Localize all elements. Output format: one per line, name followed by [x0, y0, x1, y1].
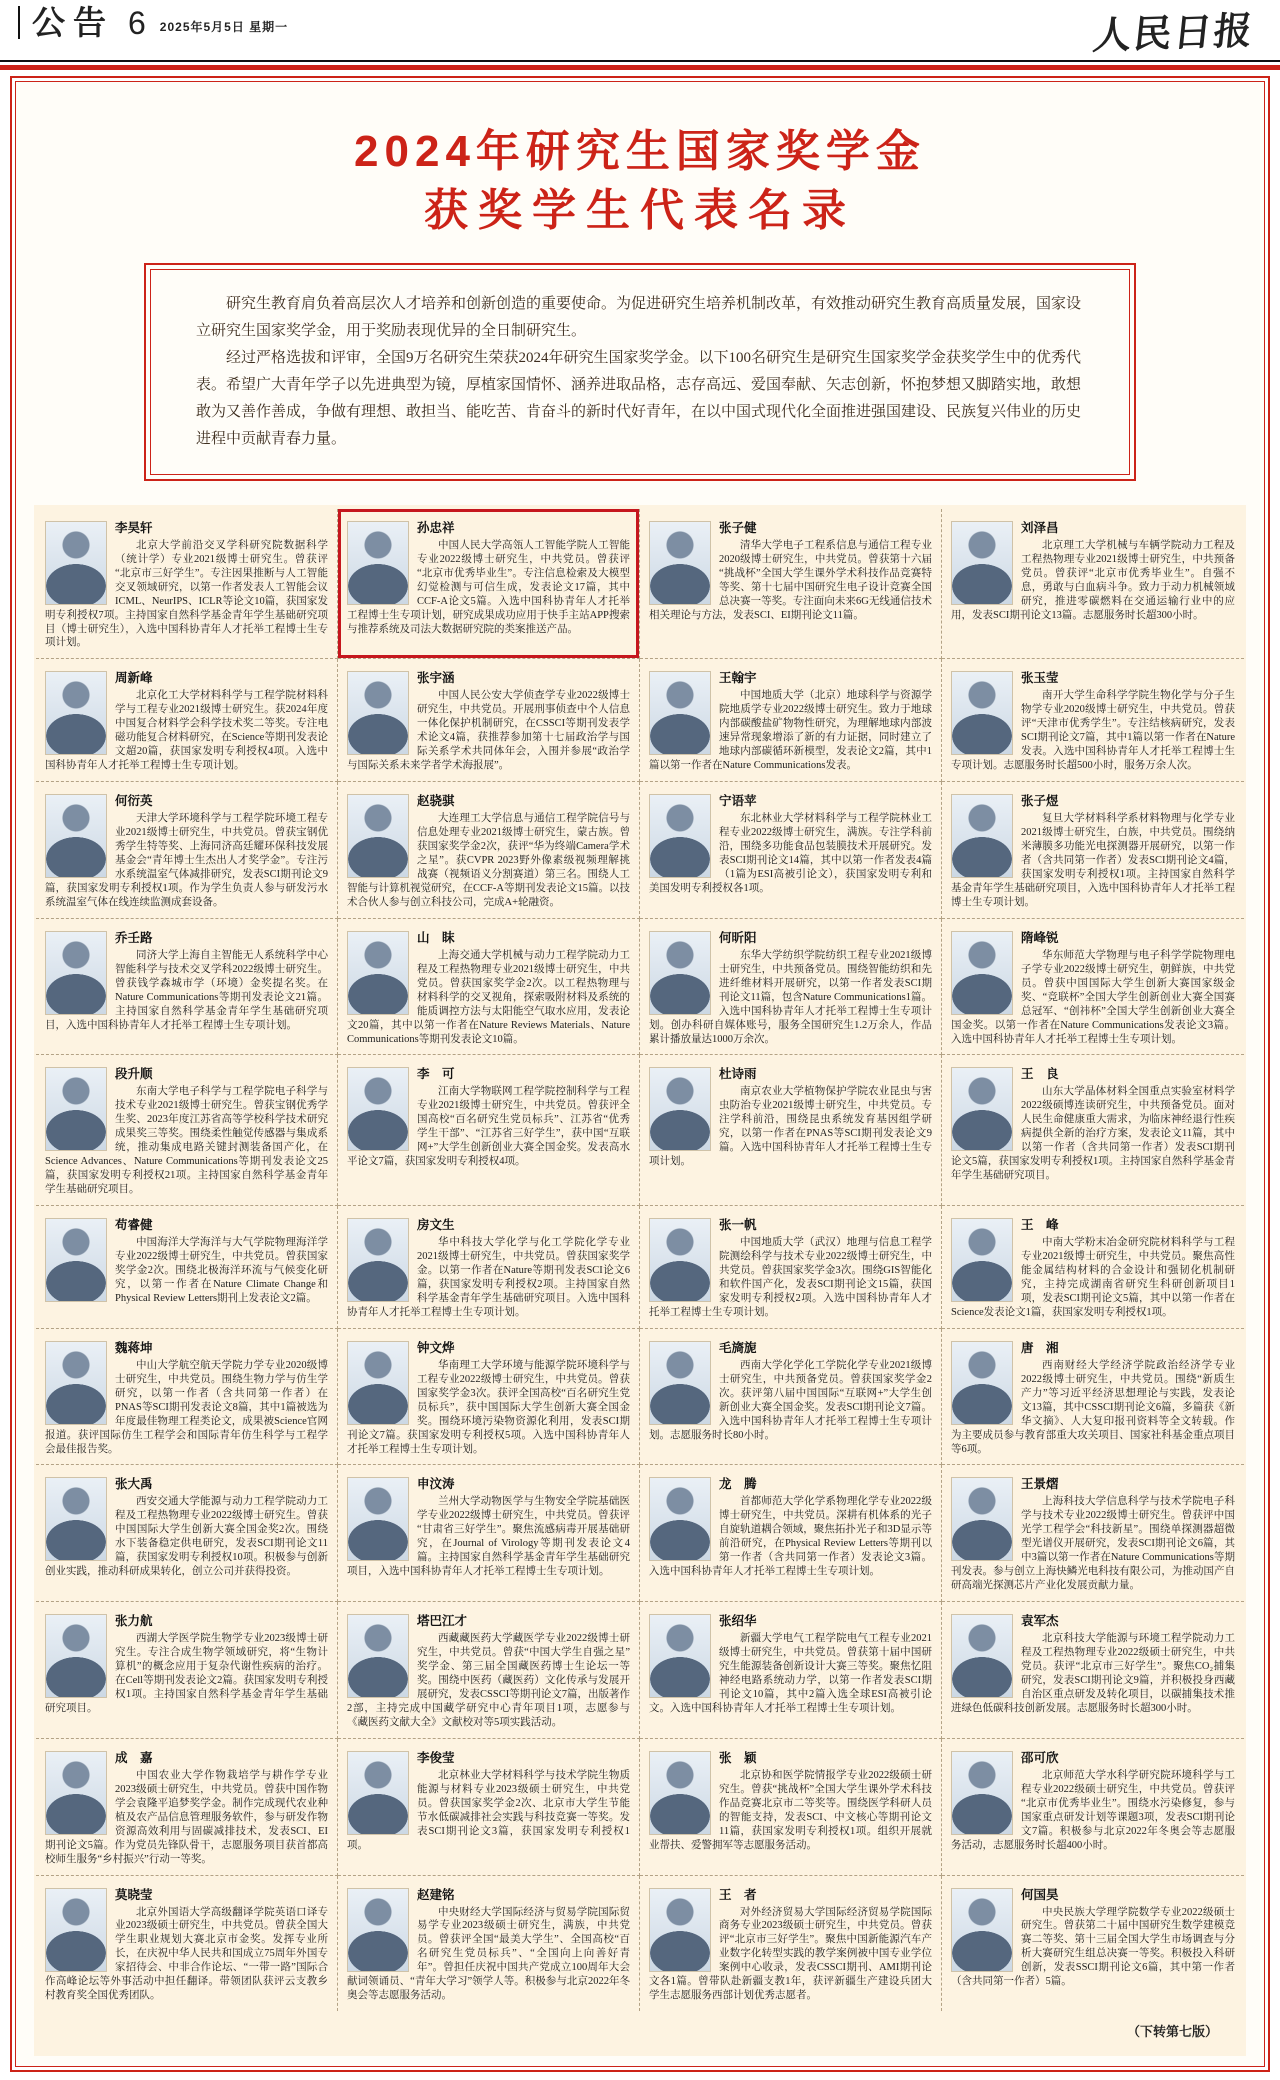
student-photo [45, 1614, 107, 1698]
masthead-date: 2025年5月5日 星期一 [159, 20, 289, 34]
student-bio: 中国农业大学作物栽培学与耕作学专业2023级硕士研究生，中共党员。曾获中国作物学会袁隆平追梦奖学金。制作完成现代农业种植及农产品信息管理服务软件，参与研发作物资源高效利用与固碳减排技术，发表SCI、EI期刊论文5篇。作为党员先锋队骨干，志愿服务项目获首都高校师生服务“乡村振兴”行动一等奖。 [45, 1769, 328, 1865]
student-bio: 天津大学环境科学与工程学院环境工程专业2021级博士研究生，中共党员。曾获宝钢优秀学生特等奖、上海同济高廷耀环保科技发展基金会“青年博士生杰出人才奖学金”。专注污水系统温室气体减排研究，发表SCI期刊论文9篇，获国家发明专利授权1项。作为学生负责人参与研发污水系统温室气体在线连续监测成套设备。 [45, 813, 328, 908]
page-title-line1: 2024年研究生国家奖学金 [354, 127, 926, 176]
student-name: 王 良 [1021, 1067, 1059, 1082]
entry-card [36, 1055, 338, 1206]
student-photo [45, 1751, 107, 1835]
entry-card [338, 659, 640, 782]
student-photo [45, 1341, 107, 1425]
student-name: 何国昊 [1021, 1887, 1059, 1902]
student-name: 何衍英 [115, 794, 153, 809]
student-photo [951, 521, 1013, 605]
student-photo [45, 794, 107, 878]
student-name: 周新峰 [115, 671, 153, 686]
student-photo [951, 1218, 1013, 1302]
entry-card [640, 1602, 942, 1739]
student-bio: 中央民族大学理学院数学专业2022级硕士研究生。曾获第二十届中国研究生数学建模竞赛二等奖、第十三届全国大学生市场调查与分析大赛研究生组总决赛一等奖。积极投入科研创新，发表SSCI期刊论文6篇，其中第一作者（含共同第一作者）5篇。 [951, 1906, 1235, 1988]
student-photo [347, 1751, 409, 1835]
entry-card [36, 1739, 338, 1876]
student-photo [649, 1067, 711, 1151]
student-name: 赵建铭 [417, 1887, 455, 1902]
student-bio: 新疆大学电气工程学院电气工程专业2021级博士研究生，中共党员。曾获第十届中国研究生能源装备创新设计大赛三等奖。聚焦忆阻神经电路系统动力学，以第一作者发表SCI期刊论文10篇，其中2篇入选全球ESI高被引论文。入选中国科协青年人才托举工程博士生专项计划。 [649, 1633, 932, 1714]
entry-card [640, 782, 942, 919]
entry-card [942, 659, 1244, 782]
student-photo [45, 1067, 107, 1151]
student-name: 魏蒋坤 [115, 1340, 153, 1355]
student-bio: 同济大学上海自主智能无人系统科学中心智能科学与技术交叉学科2022级博士研究生。曾获钱学森城市学（环境）金奖提名奖。在Nature Communications等期刊发表论文21篇。主持国家自然科学基金青年学生基础研究项目，入选中国科协青年人才托举工程博士生专项计划。 [45, 949, 328, 1031]
student-bio: 中国地质大学（武汉）地理与信息工程学院测绘科学与技术专业2022级博士研究生，中共党员。曾获国家奖学金3次。围绕GIS智能化和软件国产化，发表SCI期刊论文15篇，获国家发明专利授权2项。入选中国科协青年人才托举工程博士生专项计划。 [649, 1237, 932, 1318]
page-number: 6 [128, 5, 146, 41]
continuation-note: （下转第七版） [36, 2011, 1244, 2052]
entry-card [338, 509, 640, 660]
student-bio: 西安交通大学能源与动力工程学院动力工程及工程热物理专业2022级博士研究生。曾获中国国际大学生创新大赛全国金奖2次。围绕水下装备稳定供电研究，发表SCI期刊论文11篇，获国家发明专利授权10项。积极参与创新创业实践，推动科研成果转化，创立公司并获得投资。 [45, 1496, 328, 1578]
entry-card [640, 1876, 942, 2012]
entry-card [640, 509, 942, 660]
student-bio: 复旦大学材料科学系材料物理与化学专业2021级博士研究生，白族，中共党员。围绕纳米薄膜多功能光电探测器开展研究，以第一作者（含共同第一作者）发表SCI期刊论文4篇，获国家发明专利授权1项。主持国家自然科学基金青年学生基础研究项目，入选中国科协青年人才托举工程博士生专项计划。 [951, 813, 1235, 908]
student-bio: 南京农业大学植物保护学院农业昆虫与害虫防治专业2021级博士研究生，中共党员。专注学科前沿，围绕昆虫系统发育基因组学研究，以第一作者在PNAS等SCI期刊发表论文9篇。入选中国科协青年人才托举工程博士生专项计划。 [649, 1086, 932, 1168]
student-name: 张绍华 [719, 1614, 757, 1629]
student-name: 袁军杰 [1021, 1614, 1059, 1629]
entry-card [942, 1206, 1244, 1329]
student-bio: 北京化工大学材料科学与工程学院材料科学与工程专业2021级博士研究生。获2024年度中国复合材料学会科学技术奖二等奖。专注电磁功能复合材料研究，在Science等期刊发表论文超20篇，获国家发明专利授权4项。入选中国科协青年人才托举工程博士生专项计划。 [45, 690, 328, 772]
student-name: 申汶涛 [417, 1477, 455, 1492]
student-bio: 北京协和医学院情报学专业2022级硕士研究生。曾获“挑战杯”全国大学生课外学术科技作品竞赛北京市二等奖等。围绕医学科研人员的智能支持，发表SCI、中文核心等期刊论文11篇，获国家发明专利授权1项。组织开展就业帮扶、爱警拥军等志愿服务活动。 [649, 1769, 932, 1851]
masthead-black-rule [0, 60, 1280, 62]
student-bio: 东南大学电子科学与工程学院电子科学与技术专业2021级博士研究生。曾获宝钢优秀学生奖、2023年度江苏省高等学校科学技术研究成果奖三等奖。围绕柔性触觉传感器与集成系统，推动集成电路关键封测装备国产化，在Science Advances、Nature Communications等期刊发表论文25篇，获国家发明专利授权21项。主持国家自然科学基金青年学生基础研究项目。 [45, 1086, 328, 1196]
section-name: 公告 [18, 6, 114, 39]
student-photo [347, 1067, 409, 1151]
student-name: 王景熠 [1021, 1477, 1059, 1492]
entry-card [36, 1602, 338, 1739]
entry-card [338, 1602, 640, 1739]
student-bio: 华南理工大学环境与能源学院环境科学与工程专业2022级博士研究生，中共党员。曾获国家奖学金3次。获评全国高校“百名研究生党员标兵”，获中国国际大学生创新大赛全国金奖。围绕环境污染物资源化利用，发表SCI期刊论文7篇。获国家发明专利授权5项。入选中国科协青年人才托举工程博士生专项计划。 [347, 1359, 630, 1455]
student-photo [649, 1888, 711, 1972]
student-photo [649, 931, 711, 1015]
student-bio: 北京理工大学机械与车辆学院动力工程及工程热物理专业2021级博士研究生，中共预备党员。曾获评“北京市优秀毕业生”。自强不息，勇敢与白血病斗争。致力于动力机械领域研究，推进零碳燃料在交通运输行业中的应用，发表SCI期刊论文13篇。志愿服务时长超300小时。 [951, 539, 1235, 621]
page-title [34, 122, 1246, 241]
student-photo [45, 1888, 107, 1972]
entry-card [338, 1206, 640, 1329]
student-name: 山 眜 [417, 930, 455, 945]
entry-card [36, 782, 338, 919]
entries-grid [36, 509, 1244, 2011]
student-bio: 东北林业大学材料科学与工程学院林业工程专业2022级博士研究生，满族。专注学科前沿，围绕多功能食品包装膜技术开展研究。发表SCI期刊论文14篇，其中以第一作者发表4篇（1篇为ESI高被引论文），获国家发明专利和美国发明专利授权各1项。 [649, 813, 932, 894]
student-name: 孙忠祥 [417, 520, 455, 535]
student-bio: 中国人民大学高瓴人工智能学院人工智能专业2022级博士研究生，中共党员。曾获评“北京市优秀毕业生”。专注信息检索及大模型幻觉检测与可信生成，发表论文17篇，其中CCF-A论文5篇。入选中国科协青年人才托举工程博士生专项计划，研究成果成功应用于快手主站APP搜索与推荐系统及司法大数据研究院的类案推送产品。 [347, 539, 630, 635]
student-name: 张一帆 [719, 1218, 757, 1233]
entry-card [36, 1876, 338, 2012]
student-photo [649, 794, 711, 878]
student-name: 乔壬路 [115, 930, 153, 945]
intro-box [144, 263, 1136, 481]
student-name: 杜诗雨 [719, 1067, 757, 1082]
page-title-line2: 获奖学生代表名录 [424, 186, 856, 236]
student-name: 张 颖 [719, 1750, 757, 1765]
student-bio: 中国海洋大学海洋与大气学院物理海洋学专业2022级博士研究生，中共党员。曾获国家奖学金2次。围绕北极海洋环流与气候变化研究，以第一作者在Nature Climate Change和Physical Review Letters期刊上发表论文2篇。 [115, 1237, 328, 1304]
student-name: 何昕阳 [719, 930, 757, 945]
student-photo [347, 1888, 409, 1972]
student-name: 王翰宇 [719, 671, 757, 686]
entry-card [640, 1329, 942, 1466]
student-name: 段升顺 [115, 1067, 153, 1082]
student-name: 张宇涵 [417, 671, 455, 686]
entry-card [640, 1739, 942, 1876]
student-bio: 中南大学粉末冶金研究院材料科学与工程专业2021级博士研究生，中共党员。聚焦高性能金属结构材料的合金设计和强韧化机制研究，主持完成湖南省研究生科研创新项目1项，发表SCI期刊论文5篇，其中以第一作者在Science发表论文1篇，获国家发明专利授权1项。 [951, 1237, 1235, 1318]
student-bio: 兰州大学动物医学与生物安全学院基础医学专业2022级博士研究生，中共党员。曾获评“甘肃省三好学生”。聚焦流感病毒开展基础研究，在Journal of Virology等期刊发表论文4篇。主持国家自然科学基金青年学生基础研究项目，入选中国科协青年人才托举工程博士生专项计划。 [347, 1496, 630, 1578]
entry-card [338, 1055, 640, 1206]
masthead-red-rule [0, 65, 1280, 70]
student-bio: 江南大学物联网工程学院控制科学与工程专业2021级博士研究生，中共党员。曾获评全国高校“百名研究生党员标兵”、江苏省“优秀学生干部”、“江苏省三好学生”，获中国“互联网+”大学生创新创业大赛全国金奖。发表高水平论文7篇，获国家发明专利授权4项。 [347, 1086, 630, 1168]
student-photo [649, 1614, 711, 1698]
student-bio: 中国人民公安大学侦查学专业2022级博士研究生，中共党员。开展刑事侦查中个人信息一体化保护机制研究，在CSSCI等期刊发表学术论文4篇，获推荐参加第十七届政治学与国际关系学术共同体年会，入围并参展“政治学与国际关系未来学者学术海报展”。 [347, 690, 630, 772]
student-photo [649, 521, 711, 605]
entry-card [942, 1602, 1244, 1739]
entry-card [942, 509, 1244, 660]
entry-card [36, 1206, 338, 1329]
student-name: 房文生 [417, 1218, 455, 1233]
student-photo [951, 1888, 1013, 1972]
student-bio: 北京师范大学水科学研究院环境科学与工程专业2022级硕士研究生，中共党员。曾获评“北京市优秀毕业生”。围绕水污染修复，参与国家重点研发计划等课题3项，发表SCI期刊论文7篇。积极参与北京2022年冬奥会等志愿服务活动，志愿服务时长超400小时。 [951, 1769, 1235, 1851]
student-photo [951, 1751, 1013, 1835]
student-name: 邵可欣 [1021, 1750, 1059, 1765]
student-photo [951, 1614, 1013, 1698]
entry-card [338, 1465, 640, 1602]
student-photo [45, 521, 107, 605]
student-photo [45, 671, 107, 755]
student-bio: 华东师范大学物理与电子科学学院物理电子学专业2022级博士研究生，朝鲜族，中共党员。曾获中国国际大学生创新大赛国家级金奖、“竞联杯”全国大学生创新创业大赛全国赛总冠军、“创祎杯”全国大学生创新创业大赛全国金奖。以第一作者在Nature Communications发表论文3篇。入选中国科协青年人才托举工程博士生专项计划。 [951, 949, 1235, 1045]
student-bio: 山东大学晶体材料全国重点实验室材料学2022级硕博连读研究生，中共预备党员。面对人民生命健康重大需求，为临床神经退行性疾病提供全新的治疗方案，发表论文11篇，其中以第一作者（含共同第一作者）发表SCI期刊论文5篇，获国家发明专利授权1项。主持国家自然科学基金青年学生基础研究项目。 [951, 1086, 1235, 1182]
student-photo [347, 521, 409, 605]
student-photo [347, 1477, 409, 1561]
entry-card [942, 782, 1244, 919]
student-bio: 中山大学航空航天学院力学专业2020级博士研究生，中共党员。围绕生物力学与仿生学研究，以第一作者（含共同第一作者）在PNAS等SCI期刊发表论文8篇，其中1篇被选为年度最佳物理工程类论文，成果被Science官网报道。获评国际仿生工程学会和国际青年仿生科学与工程学会最佳报告奖。 [45, 1359, 328, 1455]
entry-card [640, 1055, 942, 1206]
student-name: 李昊轩 [115, 520, 153, 535]
student-bio: 华中科技大学化学与化工学院化学专业2021级博士研究生，中共党员。曾获国家奖学金。以第一作者在Nature等期刊发表SCI论文6篇，获国家发明专利授权2项。主持国家自然科学基金青年学生基础研究项目。入选中国科协青年人才托举工程博士生专项计划。 [347, 1237, 630, 1318]
entry-card [338, 782, 640, 919]
student-name: 隋峰锐 [1021, 930, 1059, 945]
student-bio: 北京林业大学材料科学与技术学院生物质能源与材料专业2023级硕士研究生，中共党员。曾获国家奖学金2次、北京市大学生节能节水低碳减排社会实践与科技竞赛一等奖。发表SCI期刊论文3篇，获国家发明专利授权1项。 [347, 1769, 630, 1851]
student-photo [649, 1477, 711, 1561]
entry-card [36, 919, 338, 1056]
student-name: 宁语苹 [719, 794, 757, 809]
student-name: 钟文烨 [417, 1340, 455, 1355]
student-name: 张玉莹 [1021, 671, 1059, 686]
student-photo [951, 931, 1013, 1015]
student-bio: 西南财经大学经济学院政治经济学专业2022级博士研究生，中共党员。围绕“新质生产力”等习近平经济思想理论与实践，发表论文13篇，其中CSSCI期刊论文6篇，多篇获《新华文摘》、人大复印报刊资料等全文转载。作为主要成员参与教育部重大攻关项目、国家社科基金重点项目等6项。 [951, 1359, 1235, 1455]
student-photo [347, 1218, 409, 1302]
student-name: 王 峰 [1021, 1218, 1059, 1233]
entry-card [942, 1876, 1244, 2012]
student-photo [951, 671, 1013, 755]
student-photo [649, 1341, 711, 1425]
entry-card [640, 1465, 942, 1602]
entry-card [942, 919, 1244, 1056]
student-photo [347, 1341, 409, 1425]
student-photo [951, 794, 1013, 878]
student-bio: 对外经济贸易大学国际经济贸易学院国际商务专业2023级硕士研究生，中共党员。曾获评“北京市三好学生”。聚焦中国新能源汽车产业数字化转型实践的教学案例被中国专业学位案例中心收录，发表CSSCI期刊、AMI期刊论文各1篇。曾带队赴新疆支教1年，获评新疆生产建设兵团大学生志愿服务西部计划优秀志愿者。 [649, 1906, 932, 2002]
entry-card [640, 1206, 942, 1329]
student-bio: 大连理工大学信息与通信工程学院信号与信息处理专业2021级博士研究生，蒙古族。曾获国家奖学金2次，获评“华为终端Camera学术之星”。获CVPR 2023野外像素级视频理解挑战赛（视频语义分割赛道）第三名。围绕人工智能与计算机视觉研究，在CCF-A等期刊发表论文15篇。以技术合伙人参与创立科技公司，完成A+轮融资。 [347, 813, 630, 908]
student-photo [45, 931, 107, 1015]
student-name: 刘泽昌 [1021, 520, 1059, 535]
entry-card [942, 1329, 1244, 1466]
student-name: 李俊莹 [417, 1750, 455, 1765]
entry-card [942, 1055, 1244, 1206]
student-name: 莫晓莹 [115, 1887, 153, 1902]
student-name: 苟睿健 [115, 1218, 153, 1233]
student-photo [649, 671, 711, 755]
student-bio: 北京科技大学能源与环境工程学院动力工程及工程热物理专业2022级硕士研究生，中共党员。获评“北京市三好学生”。聚焦CO₂捕集研究，发表SCI期刊论文9篇，并积极投身西藏自治区重点研发及转化项目，以碳捕集技术推进绿色低碳科技创新发展。志愿服务时长超300小时。 [951, 1633, 1235, 1714]
student-photo [347, 671, 409, 755]
student-photo [347, 931, 409, 1015]
entries-panel [34, 505, 1246, 2056]
student-bio: 西湖大学医学院生物学专业2023级博士研究生。专注合成生物学领域研究，将“生物计算机”的概念应用于复杂代谢性疾病的治疗。在Cell等期刊发表论文2篇。获国家发明专利授权1项。主持国家自然科学基金青年学生基础研究项目。 [45, 1633, 328, 1714]
student-name: 毛旖旎 [719, 1340, 757, 1355]
student-name: 龙 腾 [719, 1477, 757, 1492]
entry-card [36, 1465, 338, 1602]
student-bio: 西藏藏医药大学藏医学专业2022级博士研究生，中共党员。曾获“中国大学生自强之星”奖学金、第三届全国藏医药博士生论坛一等奖。围绕中医药（藏医药）文化传承与发展开展研究，发表CSSCI等期刊论文7篇，出版著作2部，主持完成中国藏学研究中心青年项目1项，志愿参与《藏医药文献大全》文献校对等5项实践活动。 [347, 1633, 630, 1728]
student-bio: 上海科技大学信息科学与技术学院电子科学与技术专业2022级博士研究生。曾获评中国光学工程学会“科技新星”。围绕单探测器超微型光谱仪开展研究，发表SCI期刊论文6篇，其中3篇以第一作者在Nature Communications等期刊发表。参与创立上海快鳞光电科技有限公司，为推动国产自研高端光探测芯片产业化发展贡献力量。 [951, 1496, 1235, 1592]
student-photo [649, 1751, 711, 1835]
student-name: 张力航 [115, 1614, 153, 1629]
student-name: 赵骁骐 [417, 794, 455, 809]
student-bio: 南开大学生命科学学院生物化学与分子生物学专业2020级博士研究生，中共党员。曾获评“天津市优秀学生”。专注结核病研究，发表SCI期刊论文7篇，其中1篇以第一作者在Nature发表。入选中国科协青年人才托举工程博士生专项计划。志愿服务时长超500小时，服务万余人次。 [951, 690, 1235, 772]
student-photo [951, 1067, 1013, 1151]
entry-card [640, 919, 942, 1056]
entry-card [36, 509, 338, 660]
entry-card [338, 1876, 640, 2012]
student-name: 张子煜 [1021, 794, 1059, 809]
student-bio: 上海交通大学机械与动力工程学院动力工程及工程热物理专业2021级博士研究生，中共党员。曾获国家奖学金2次。以工程热物理与材料科学的交叉视角，探索吸附材料及系统的能质调控方法与太阳能空气取水应用，发表论文20篇，其中以第一作者在Nature Reviews Materials、Nature Communications等期刊发表论文10篇。 [347, 949, 630, 1045]
student-photo [951, 1477, 1013, 1561]
intro-paragraph-1: 研究生教育肩负着高层次人才培养和创新创造的重要使命。为促进研究生培养机制改革，有效推动研究生教育高质量发展，国家设立研究生国家奖学金，用于奖励表现优异的全日制研究生。 [196, 295, 1082, 339]
entry-card [942, 1739, 1244, 1876]
student-name: 塔巴江才 [417, 1614, 468, 1629]
entry-card [338, 919, 640, 1056]
student-name: 张大禹 [115, 1477, 153, 1492]
student-bio: 中央财经大学国际经济与贸易学院国际贸易学专业2023级硕士研究生，满族，中共党员。曾获评全国“最美大学生”、全国高校“百名研究生党员标兵”、“全国向上向善好青年”。曾担任庆祝中国共产党成立100周年大会献词领诵员、“青年大学习”领学人等。积极参与北京2022年冬奥会等志愿服务活动。 [347, 1906, 630, 2002]
paper-logo: 人民日报 [1090, 10, 1257, 58]
entry-card [338, 1329, 640, 1466]
entry-card [640, 659, 942, 782]
student-photo [649, 1218, 711, 1302]
red-frame [10, 76, 1270, 2072]
student-bio: 首都师范大学化学系物理化学专业2022级博士研究生，中共党员。深耕有机体系的光子自旋轨道耦合领域，聚焦拓扑光子和3D显示等前沿研究，在Physical Review Letters等期刊以第一作者（含共同第一作者）发表论文3篇。入选中国科协青年人才托举工程博士生专项计划。 [649, 1496, 932, 1578]
student-name: 唐 湘 [1021, 1340, 1059, 1355]
student-name: 张子健 [719, 520, 757, 535]
student-name: 成 嘉 [115, 1750, 153, 1765]
student-bio: 清华大学电子工程系信息与通信工程专业2020级博士研究生，中共党员。曾获第十六届“挑战杯”全国大学生课外学术科技作品竞赛特等奖、第十七届中国研究生电子设计竞赛全国总决赛一等奖。专注面向未来6G无线通信技术相关理论与方法，发表SCI、EI期刊论文11篇。 [649, 539, 932, 621]
entry-card [36, 1329, 338, 1466]
student-bio: 东华大学纺织学院纺织工程专业2021级博士研究生，中共预备党员。围绕智能纺织和先进纤维材料开展研究，以第一作者发表SCI期刊论文11篇，包含Nature Communications1篇。入选中国科协青年人才托举工程博士生专项计划。创办科研自媒体账号，服务全国研究生1.2万余人，作品累计播放量达1000万余次。 [649, 949, 932, 1045]
entry-card [36, 659, 338, 782]
entry-card [338, 1739, 640, 1876]
student-photo [347, 1614, 409, 1698]
intro-paragraph-2: 经过严格选拔和评审，全国9万名研究生荣获2024年研究生国家奖学金。以下100名研究生是研究生国家奖学金获奖学生中的优秀代表。希望广大青年学子以先进典型为镜，厚植家国情怀、涵养进取品格，志存高远、爱国奉献、矢志创新，怀抱梦想又脚踏实地，敢想敢为又善作善成，争做有理想、敢担当、能吃苦、肯奋斗的新时代好青年，在以中国式现代化全面推进强国建设、民族复兴伟业的历史进程中贡献青春力量。 [196, 349, 1082, 447]
masthead [0, 0, 1280, 56]
entry-card [942, 1465, 1244, 1602]
student-bio: 北京外国语大学高级翻译学院英语口译专业2023级硕士研究生，中共党员。曾获全国大学生职业规划大赛北京市金奖。发挥专业所长，在庆祝中华人民共和国成立75周年外国专家招待会、中非合作论坛、“一带一路”国际合作高峰论坛等外事活动中担任翻译。带领团队获评云支教乡村教育奖全国优秀团队。 [45, 1906, 328, 2002]
student-photo [45, 1477, 107, 1561]
student-photo [347, 794, 409, 878]
student-photo [951, 1341, 1013, 1425]
student-bio: 西南大学化学化工学院化学专业2021级博士研究生，中共预备党员。曾获国家奖学金2次。获评第八届中国国际“互联网+”大学生创新创业大赛全国金奖。发表SCI期刊论文7篇。入选中国科协青年人才托举工程博士生专项计划。志愿服务时长80小时。 [649, 1359, 932, 1441]
student-photo [45, 1218, 107, 1302]
student-name: 王 者 [719, 1887, 757, 1902]
student-bio: 北京大学前沿交叉学科研究院数据科学（统计学）专业2021级博士研究生。曾获评“北京市三好学生”。专注因果推断与人工智能交叉领域研究，以第一作者发表人工智能会议ICML、NeurIPS、ICLR等论文10篇，获国家发明专利授权7项。主持国家自然科学基金青年学生基础研究项目（博士研究生），入选中国科协青年人才托举工程博士生专项计划。 [45, 539, 328, 649]
student-name: 李 可 [417, 1067, 455, 1082]
student-bio: 中国地质大学（北京）地球科学与资源学院地质学专业2022级博士研究生。致力于地球内部碳酸盐矿物物性研究，为理解地球内部波速异常现象增添了新的有力证据，同时建立了地球内部碳循环新模型，发表论文2篇，其中1篇以第一作者在Nature Communications发表。 [649, 690, 932, 772]
